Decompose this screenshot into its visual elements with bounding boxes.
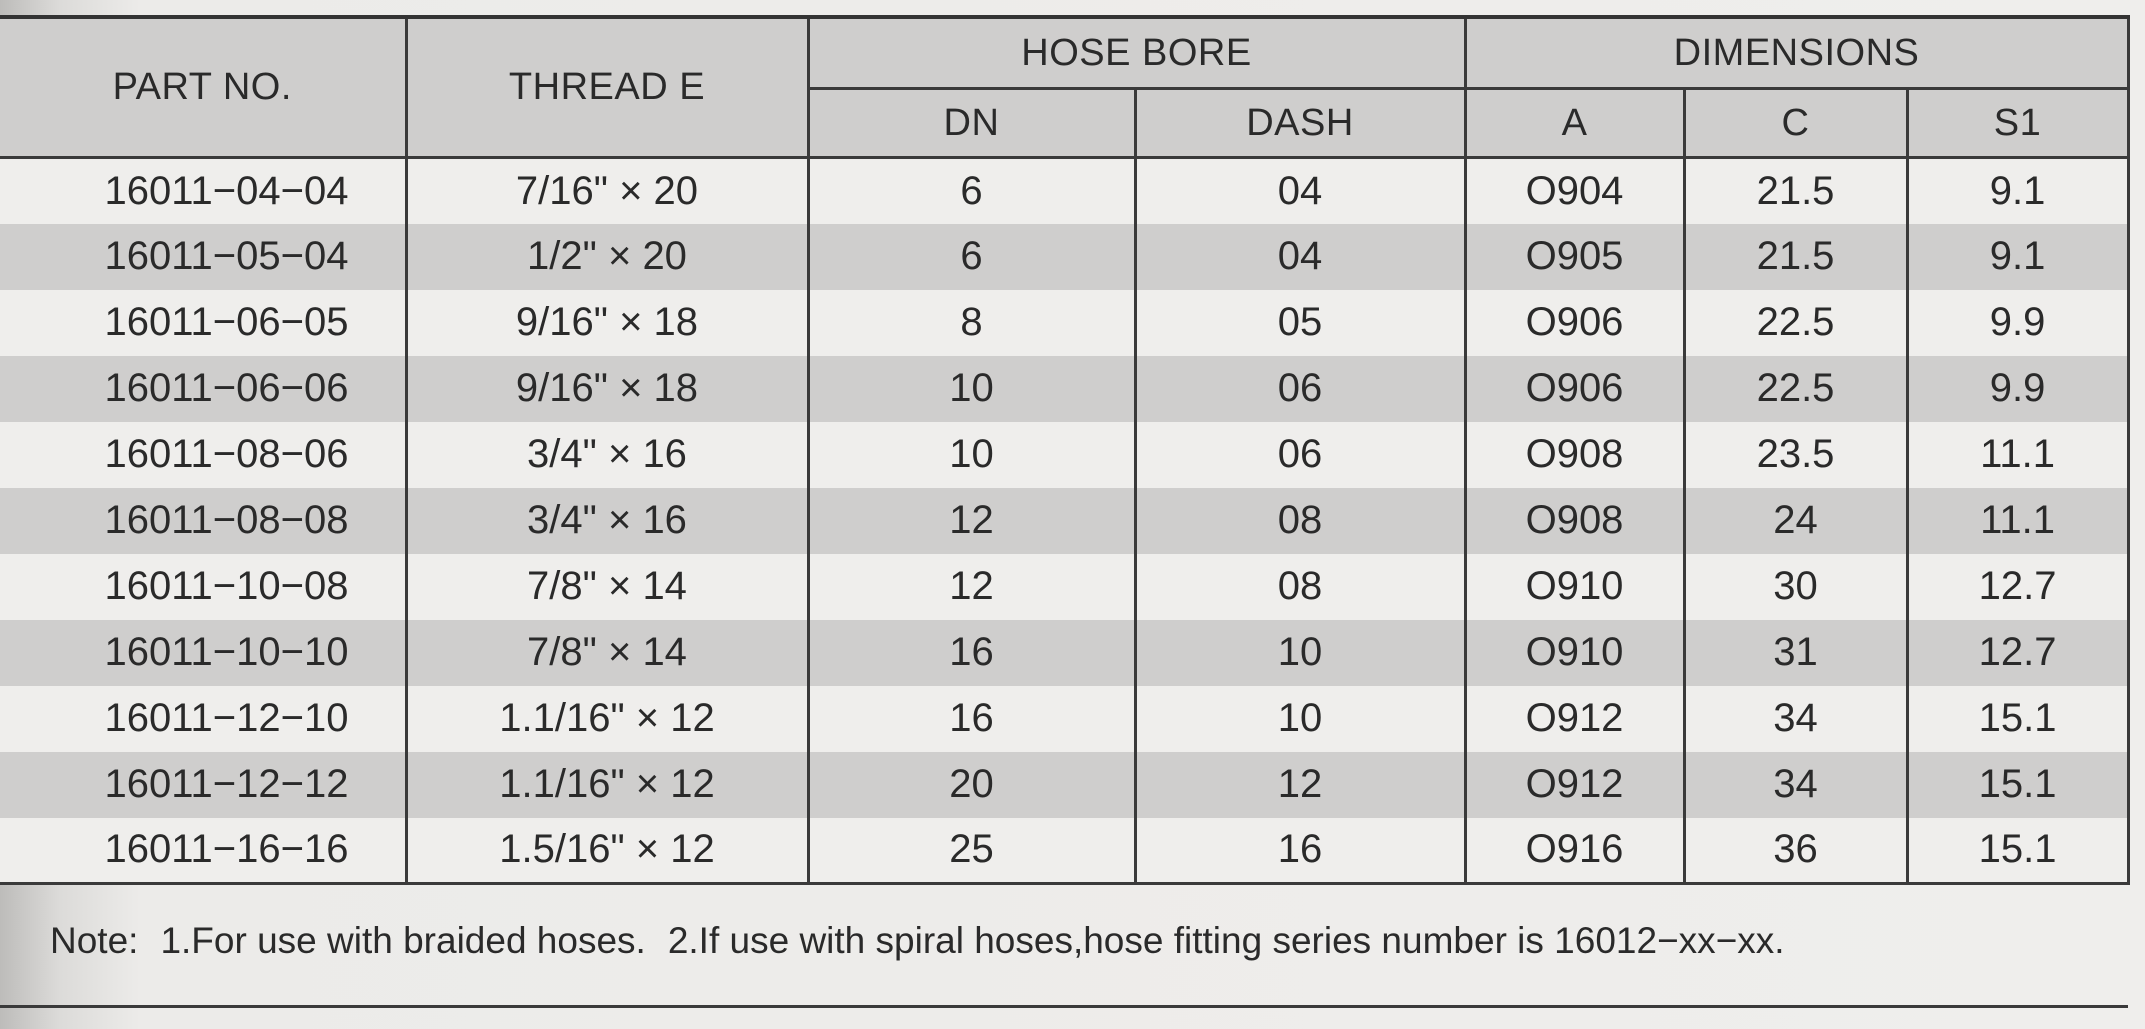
cell-dash: 12 [1135, 752, 1465, 818]
cell-s1: 12.7 [1907, 554, 2128, 620]
cell-c: 34 [1684, 752, 1907, 818]
cell-s1: 15.1 [1907, 818, 2128, 884]
cell-a: O910 [1465, 554, 1684, 620]
table-body [0, 158, 2128, 884]
table-row [0, 158, 2128, 224]
table-row [0, 290, 2128, 356]
cell-dn: 12 [808, 554, 1135, 620]
cell-dash: 05 [1135, 290, 1465, 356]
cell-dash: 08 [1135, 488, 1465, 554]
cell-thread: 3/4" × 16 [406, 422, 808, 488]
bottom-rule [0, 1005, 2128, 1008]
cell-part: 16011−16−16 [0, 818, 406, 884]
cell-a: O908 [1465, 422, 1684, 488]
cell-thread: 3/4" × 16 [406, 488, 808, 554]
cell-s1: 15.1 [1907, 686, 2128, 752]
cell-a: O905 [1465, 224, 1684, 290]
cell-dn: 6 [808, 224, 1135, 290]
cell-thread: 7/8" × 14 [406, 554, 808, 620]
cell-part: 16011−12−10 [0, 686, 406, 752]
cell-part: 16011−05−04 [0, 224, 406, 290]
table-row [0, 752, 2128, 818]
cell-part: 16011−08−08 [0, 488, 406, 554]
note-item-2: 2.If use with spiral hoses,hose fitting series number is 16012−xx−xx. [667, 920, 1785, 961]
cell-part: 16011−08−06 [0, 422, 406, 488]
cell-part: 16011−06−06 [0, 356, 406, 422]
cell-a: O906 [1465, 356, 1684, 422]
cell-dash: 04 [1135, 224, 1465, 290]
cell-dash: 06 [1135, 422, 1465, 488]
cell-thread: 1/2" × 20 [406, 224, 808, 290]
cell-thread: 7/8" × 14 [406, 620, 808, 686]
cell-dn: 10 [808, 422, 1135, 488]
cell-dn: 16 [808, 620, 1135, 686]
cell-a: O912 [1465, 752, 1684, 818]
header-a: A [1465, 89, 1684, 158]
cell-a: O910 [1465, 620, 1684, 686]
cell-c: 22.5 [1684, 290, 1907, 356]
cell-dn: 6 [808, 158, 1135, 224]
cell-dash: 16 [1135, 818, 1465, 884]
cell-dash: 10 [1135, 686, 1465, 752]
cell-s1: 11.1 [1907, 422, 2128, 488]
table-row [0, 488, 2128, 554]
spec-table [0, 15, 2130, 885]
header-dimensions: DIMENSIONS [1465, 17, 2128, 89]
cell-dash: 08 [1135, 554, 1465, 620]
header-thread: THREAD E [406, 17, 808, 158]
cell-dn: 10 [808, 356, 1135, 422]
cell-c: 30 [1684, 554, 1907, 620]
cell-thread: 7/16" × 20 [406, 158, 808, 224]
cell-c: 23.5 [1684, 422, 1907, 488]
cell-s1: 9.1 [1907, 158, 2128, 224]
table-row [0, 686, 2128, 752]
table-row [0, 422, 2128, 488]
cell-part: 16011−10−10 [0, 620, 406, 686]
cell-s1: 9.9 [1907, 356, 2128, 422]
cell-c: 31 [1684, 620, 1907, 686]
table-row [0, 620, 2128, 686]
cell-s1: 11.1 [1907, 488, 2128, 554]
cell-a: O912 [1465, 686, 1684, 752]
cell-dash: 10 [1135, 620, 1465, 686]
cell-s1: 9.9 [1907, 290, 2128, 356]
cell-a: O908 [1465, 488, 1684, 554]
cell-s1: 12.7 [1907, 620, 2128, 686]
cell-part: 16011−04−04 [0, 158, 406, 224]
header-dash: DASH [1135, 89, 1465, 158]
cell-thread: 1.1/16" × 12 [406, 686, 808, 752]
header-hose-bore: HOSE BORE [808, 17, 1465, 89]
table-row [0, 224, 2128, 290]
header-part-no: PART NO. [0, 17, 406, 158]
cell-thread: 1.1/16" × 12 [406, 752, 808, 818]
table-row [0, 818, 2128, 884]
cell-part: 16011−12−12 [0, 752, 406, 818]
cell-c: 22.5 [1684, 356, 1907, 422]
note-item-1: 1.For use with braided hoses. [160, 920, 646, 961]
cell-c: 21.5 [1684, 158, 1907, 224]
table-row [0, 554, 2128, 620]
header-s1: S1 [1907, 89, 2128, 158]
cell-a: O906 [1465, 290, 1684, 356]
cell-dash: 04 [1135, 158, 1465, 224]
cell-thread: 9/16" × 18 [406, 356, 808, 422]
cell-dash: 06 [1135, 356, 1465, 422]
cell-part: 16011−06−05 [0, 290, 406, 356]
cell-c: 36 [1684, 818, 1907, 884]
cell-thread: 9/16" × 18 [406, 290, 808, 356]
note-label: Note: [50, 920, 139, 961]
cell-dn: 16 [808, 686, 1135, 752]
cell-dn: 20 [808, 752, 1135, 818]
cell-dn: 12 [808, 488, 1135, 554]
cell-thread: 1.5/16" × 12 [406, 818, 808, 884]
table-row [0, 356, 2128, 422]
footnote [50, 920, 1807, 962]
cell-a: O916 [1465, 818, 1684, 884]
cell-s1: 9.1 [1907, 224, 2128, 290]
cell-c: 24 [1684, 488, 1907, 554]
cell-part: 16011−10−08 [0, 554, 406, 620]
cell-dn: 8 [808, 290, 1135, 356]
cell-a: O904 [1465, 158, 1684, 224]
header-c: C [1684, 89, 1907, 158]
cell-dn: 25 [808, 818, 1135, 884]
cell-c: 34 [1684, 686, 1907, 752]
header-dn: DN [808, 89, 1135, 158]
cell-s1: 15.1 [1907, 752, 2128, 818]
cell-c: 21.5 [1684, 224, 1907, 290]
